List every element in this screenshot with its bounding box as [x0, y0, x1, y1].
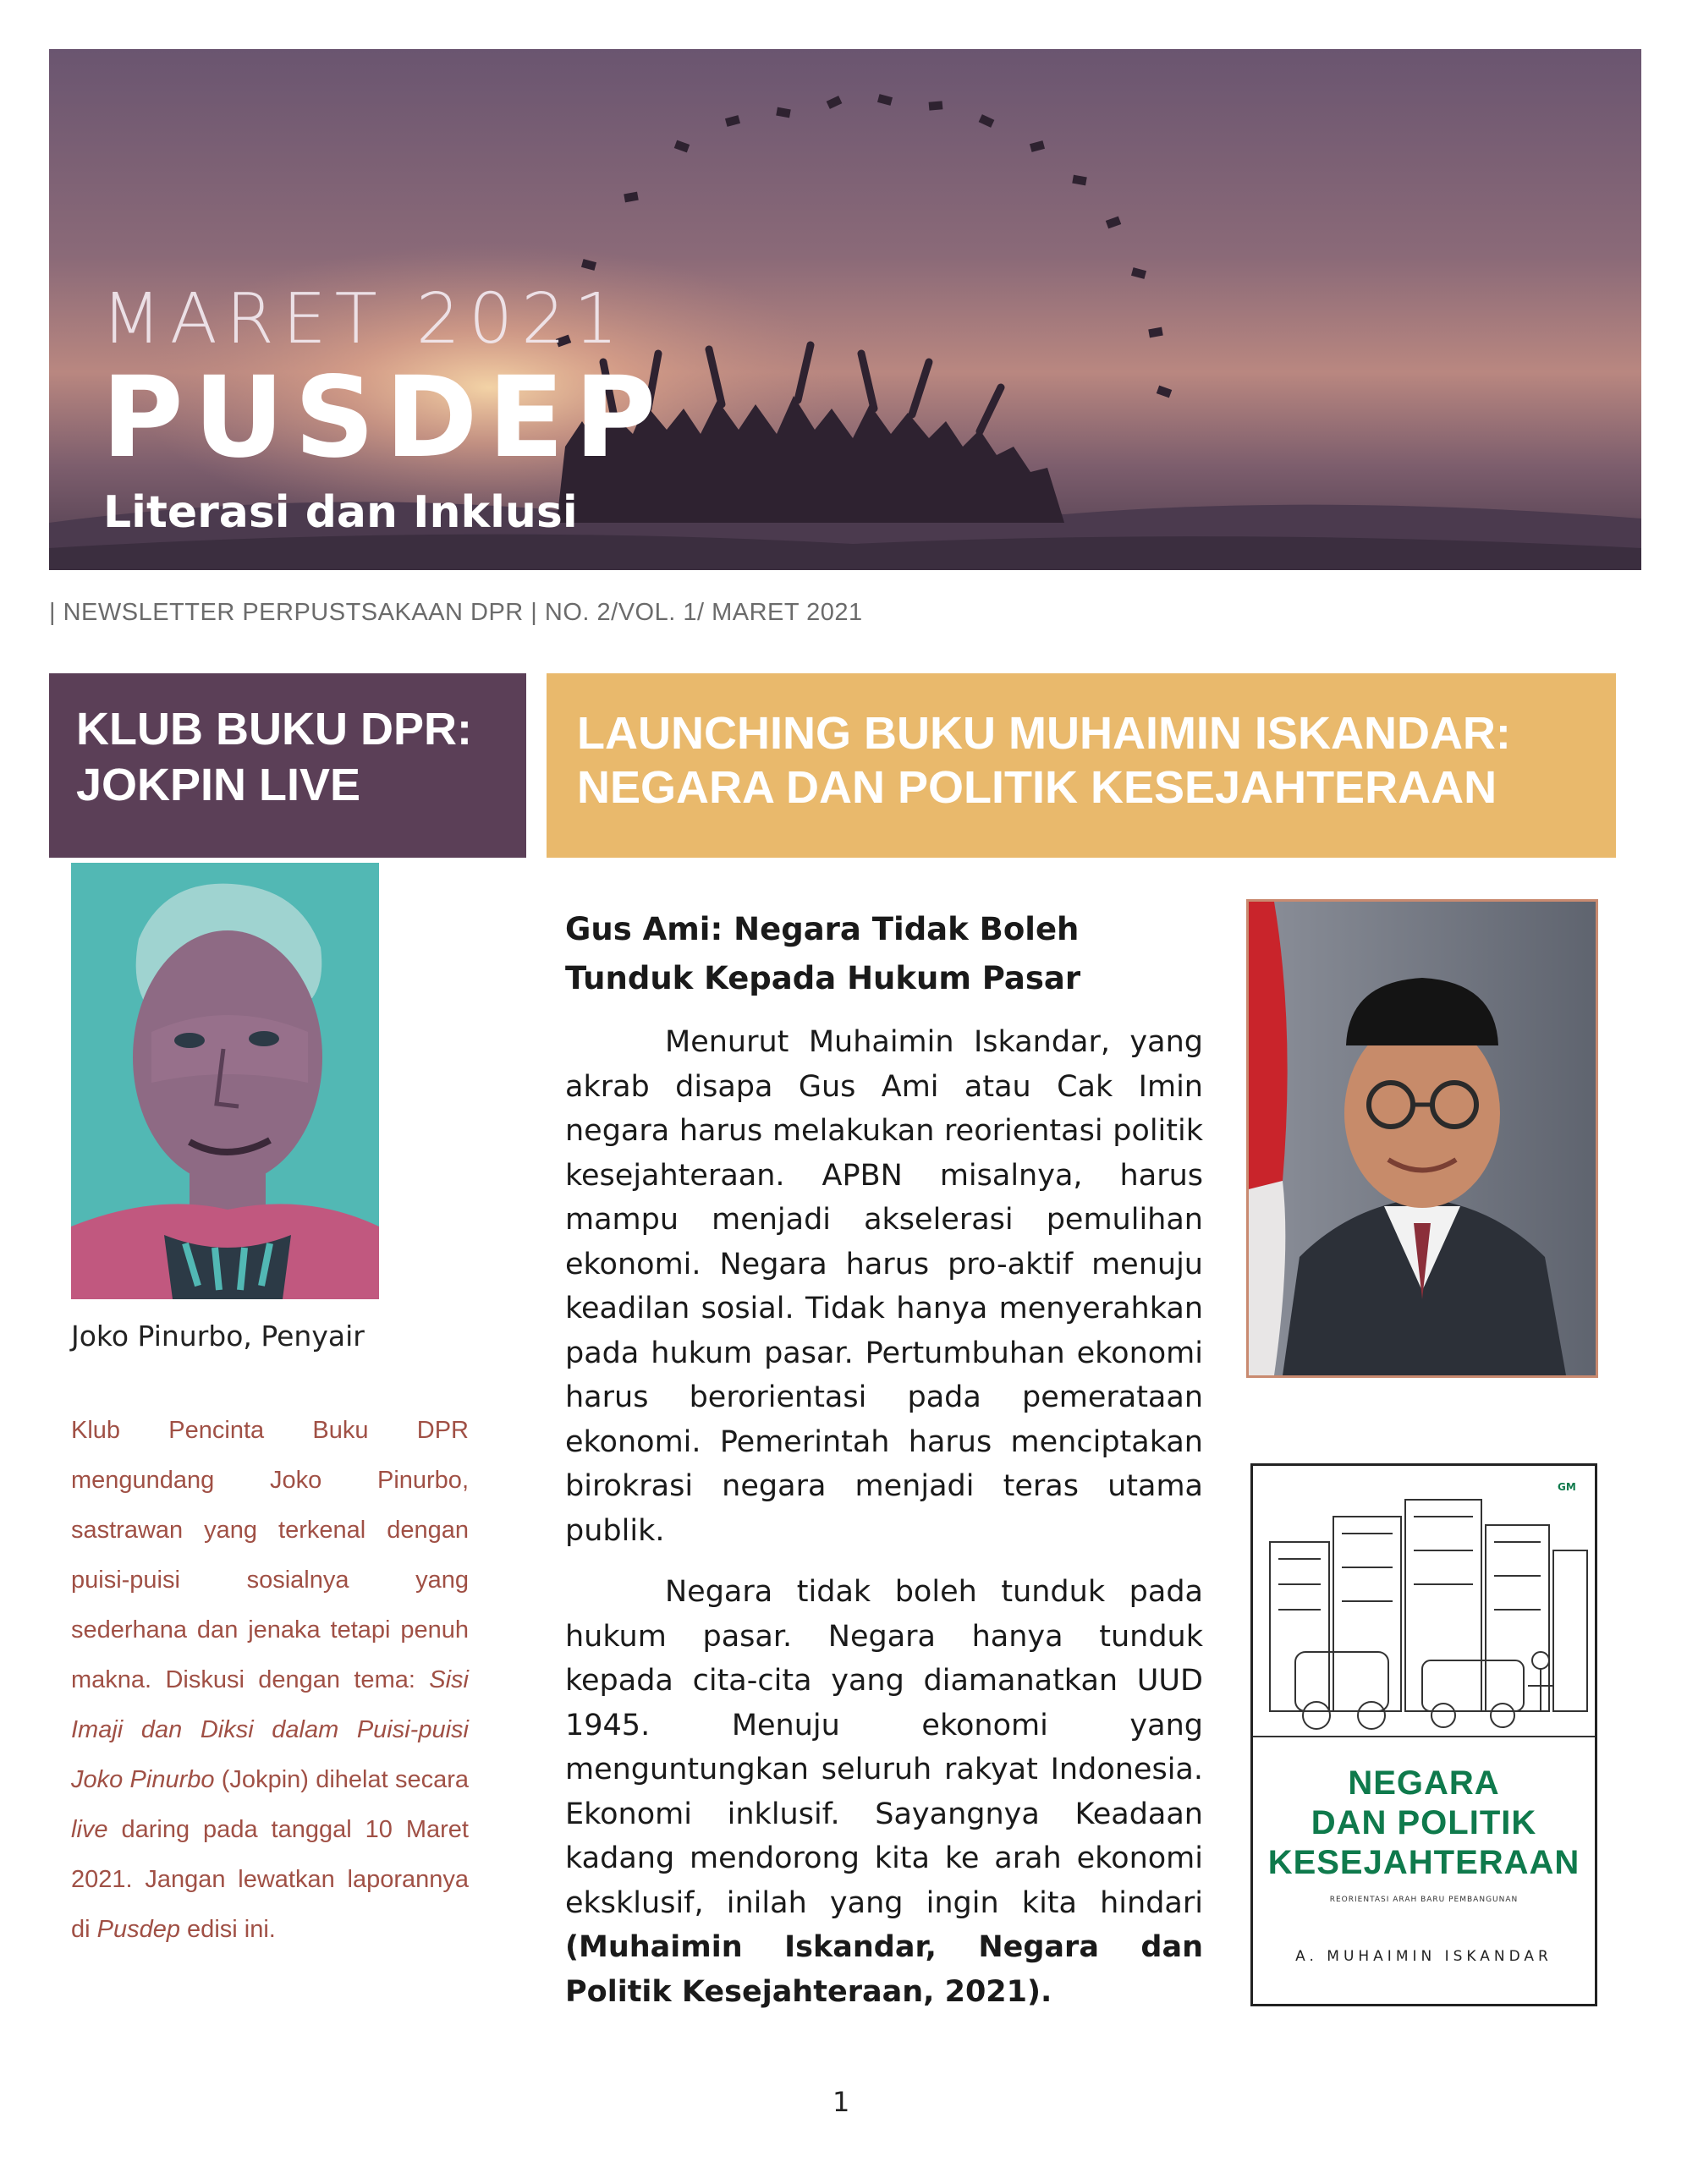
book-cover-illustration	[1253, 1466, 1595, 1753]
promo-text-part3: daring pada tanggal 10 Maret 2021. Jangan lewatkan laporannya di	[71, 1816, 469, 1943]
article-paragraph-2-body: Negara tidak boleh tunduk pada hukum pasar. Negara hanya tunduk kepada cita-cita yang diamanatkan UUD 1945. Menuju ekonomi yang menguntungkan seluruh rakyat Indonesia. Ekonomi inklusif. Sayangnya Keadaan kadang mendorong kita ke arah ekonomi eksklusif, inilah yang ingin kita hindari	[565, 1575, 1203, 1920]
book-title-line3: KESEJAHTERAAN	[1267, 1843, 1580, 1881]
klub-buku-headline-line1: KLUB BUKU DPR:	[76, 704, 472, 755]
launching-headline-line2: NEGARA DAN POLITIK KESEJAHTERAAN	[577, 761, 1497, 813]
book-author: A. MUHAIMIN ISKANDAR	[1295, 1948, 1552, 1965]
book-subtitle: REORIENTASI ARAH BARU PEMBANGUNAN	[1329, 1896, 1519, 1904]
article-paragraph-1-text: Menurut Muhaimin Iskandar, yang akrab disapa Gus Ami atau Cak Imin negara harus melakukan reorientasi politik kesejahteraan. APBN misalnya, harus mampu menjadi akselerasi pemulihan ekonomi. Negara harus pro-aktif menuju keadilan sosial. Tidak hanya menyerahkan pada hukum pasar. Pertumbuhan ekonomi harus berorientasi pada pemerataan ekonomi. Pemerintah harus menciptakan birokrasi negara menjadi teras utama publik.	[565, 1025, 1203, 1548]
article-citation: (Muhaimin Iskandar, Negara dan Politik Kesejahteraan, 2021).	[565, 1930, 1203, 2009]
promo-live: live	[71, 1816, 108, 1843]
article-paragraph-1	[565, 1020, 1203, 1553]
promo-theme: Sisi Imaji dan Diksi dalam Puisi-puisi Joko Pinurbo	[71, 1666, 469, 1793]
article-paragraph-2-text	[565, 1570, 1203, 2014]
klub-buku-headline-line2: JOKPIN LIVE	[76, 759, 361, 810]
book-cover	[1250, 1463, 1597, 2006]
launching-headline	[547, 673, 1616, 858]
article-title	[565, 905, 1174, 1003]
publisher-logo: GM	[1558, 1481, 1576, 1493]
klub-buku-headline	[49, 673, 526, 858]
article-title-line1: Gus Ami: Negara Tidak Boleh	[565, 911, 1080, 947]
book-title-line2: DAN POLITIK	[1311, 1803, 1537, 1841]
promo-text-part4: edisi ini.	[180, 1916, 276, 1943]
book-title	[1253, 1764, 1595, 1882]
header-banner	[49, 49, 1641, 570]
photo-caption: Joko Pinurbo, Penyair	[71, 1320, 365, 1353]
page-number: 1	[833, 2086, 850, 2118]
promo-pusdep: Pusdep	[96, 1916, 180, 1943]
banner-subtitle: Literasi dan Inklusi	[103, 487, 578, 538]
promo-text-part1: Klub Pencinta Buku DPR mengundang Joko Pinurbo, sastrawan yang terkenal dengan puisi-puisi sosialnya yang sederhana dan jenaka tetapi penuh makna. Diskusi dengan tema:	[71, 1417, 469, 1693]
promo-text-part2: (Jokpin) dihelat secara	[214, 1766, 469, 1793]
article-title-line2: Tunduk Kepada Hukum Pasar	[565, 960, 1081, 996]
banner-month: MARET 2021	[102, 279, 627, 359]
issue-line: | NEWSLETTER PERPUSTSAKAAN DPR | NO. 2/VOL. 1/ MARET 2021	[49, 599, 863, 626]
launching-headline-line1: LAUNCHING BUKU MUHAIMIN ISKANDAR:	[577, 708, 1511, 759]
muhaimin-iskandar-photo	[1249, 902, 1596, 1375]
joko-pinurbo-photo	[71, 863, 379, 1299]
book-title-line1: NEGARA	[1348, 1764, 1500, 1802]
article-paragraph-2	[565, 1570, 1203, 2014]
klub-buku-promo-text	[71, 1406, 469, 1955]
banner-title: PUSDEP	[102, 353, 667, 483]
